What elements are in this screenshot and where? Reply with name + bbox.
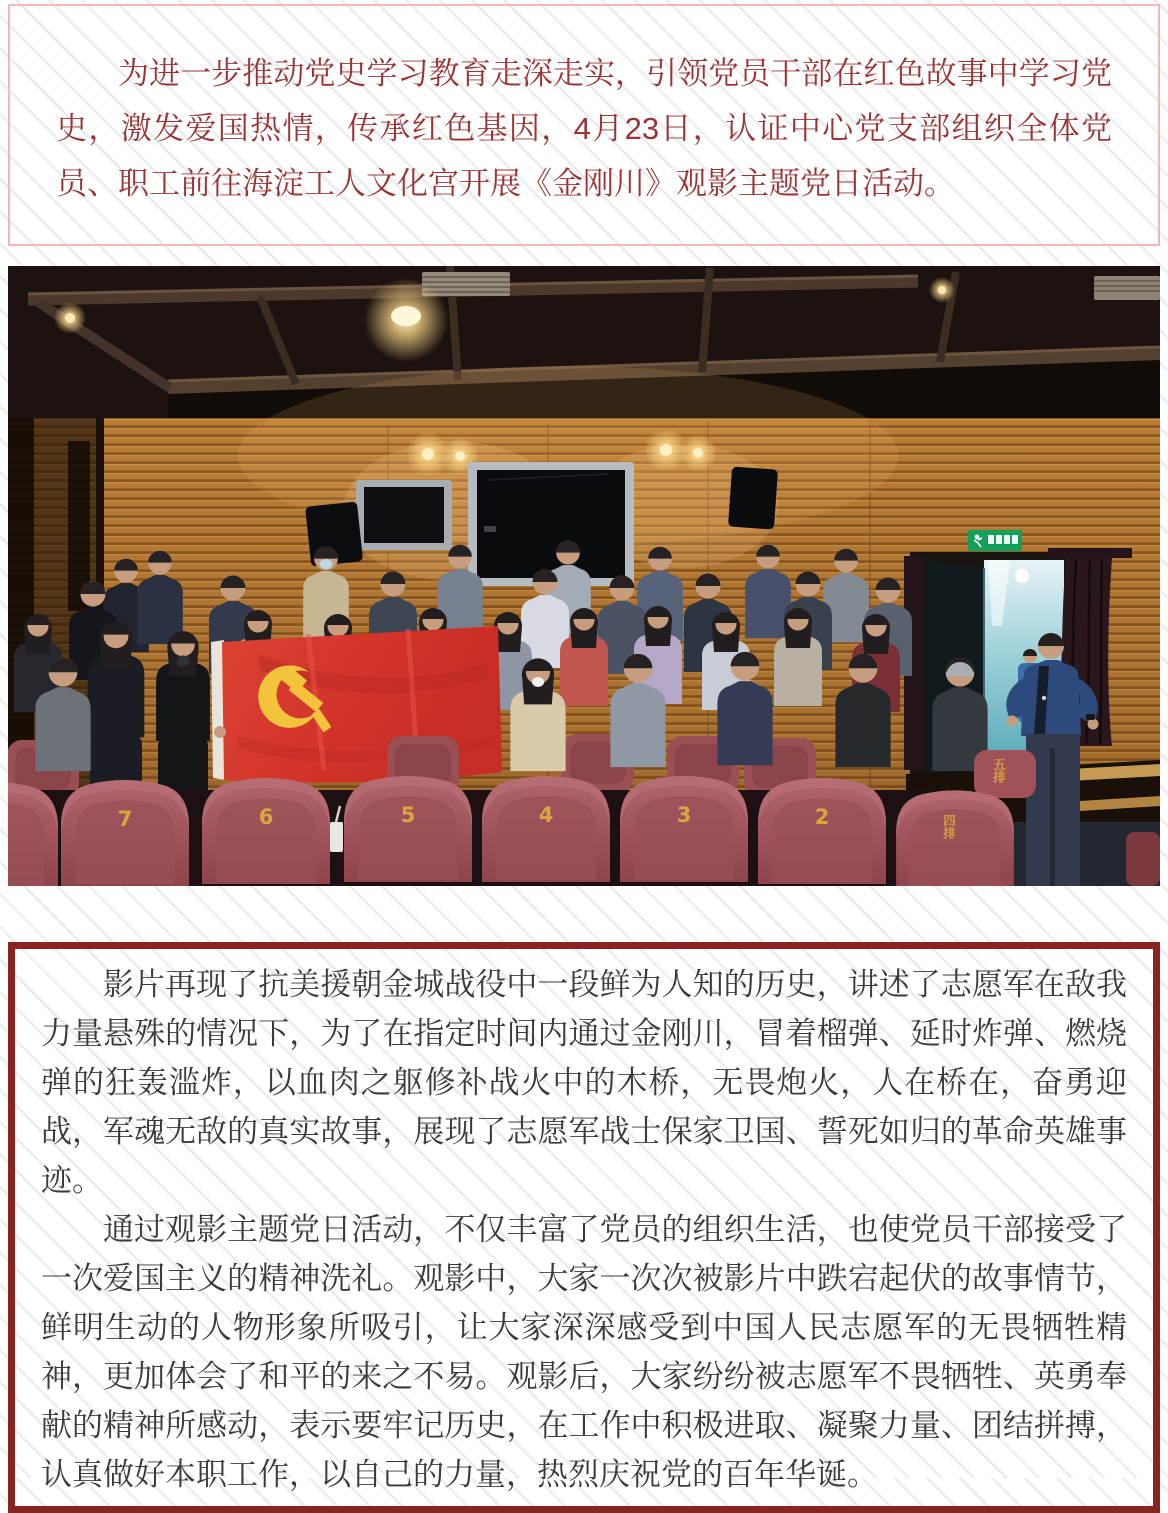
speaker-right-icon [728,467,778,530]
air-vent-right [1094,276,1160,300]
intro-box [8,4,1160,246]
seat-number: 4 [538,803,554,827]
wall-panel-left [356,480,452,550]
ceiling-light-left [54,302,86,334]
ceiling-light-back [929,277,955,303]
body-paragraph-1: 影片再现了抗美援朝金城战役中一段鲜为人知的历史，讲述了志愿军在敌我力量悬殊的情况下，为了在指定时间内通过金刚川，冒着榴弹、延时炸弹、燃烧弹的狂轰滥炸，以血肉之躯修补战火中的木桥，无畏炮火，人在桥在，奋勇迎战，军魂无敌的真实故事，展现了志愿军战士保家卫国、誓死如归的革命英雄事迹。 [41,967,1127,1198]
seat-number: 5 [400,803,416,827]
seat-number: 3 [676,803,692,827]
intro-text: 为进一步推动党史学习教育走深走实，引领党员干部在红色故事中学习党史，激发爱国热情，传承红色基因，4月23日，认证中心党支部组织全体党员、职工前往海淀工人文化宫开展《金刚川》观影主题党日活动。 [56,56,1112,201]
wrist-watch [1086,714,1095,720]
body-box [8,942,1160,1513]
face-mask [532,677,544,687]
event-photo-illustration [8,266,1160,886]
seat-number: 7 [117,807,133,831]
corner-seat [1126,832,1160,886]
event-photo [8,266,1160,886]
face-mask [320,559,333,569]
seat-number: 6 [258,805,274,829]
face-mask [177,656,190,667]
body-paragraph-2: 通过观影主题党日活动，不仅丰富了党员的组织生活，也使党员干部接受了一次爱国主义的精神洗礼。观影中，大家一次次被影片中跌宕起伏的故事情节，鲜明生动的人物形象所吸引，让大家深深感受到中国人民志愿军的无畏牺牲精神，更加体会了和平的来之不易。观影后，大家纷纷被志愿军不畏牺牲、英勇奉献的精神所感动，表示要牢记历史，在工作中积极进取、凝聚力量、团结拼搏，认真做好本职工作，以自己的力量，热烈庆祝党的百年华诞。 [41,1212,1127,1492]
article-page [0,4,1168,1492]
seat-row-label-back: 五排 [991,758,1007,783]
ceiling-light-main [364,278,448,362]
projection-window [468,462,634,586]
seat-row-label-front: 四排 [941,814,957,839]
seat-row5-aisle [974,750,1036,798]
exit-sign [968,530,1022,551]
seat-number: 2 [814,805,830,829]
